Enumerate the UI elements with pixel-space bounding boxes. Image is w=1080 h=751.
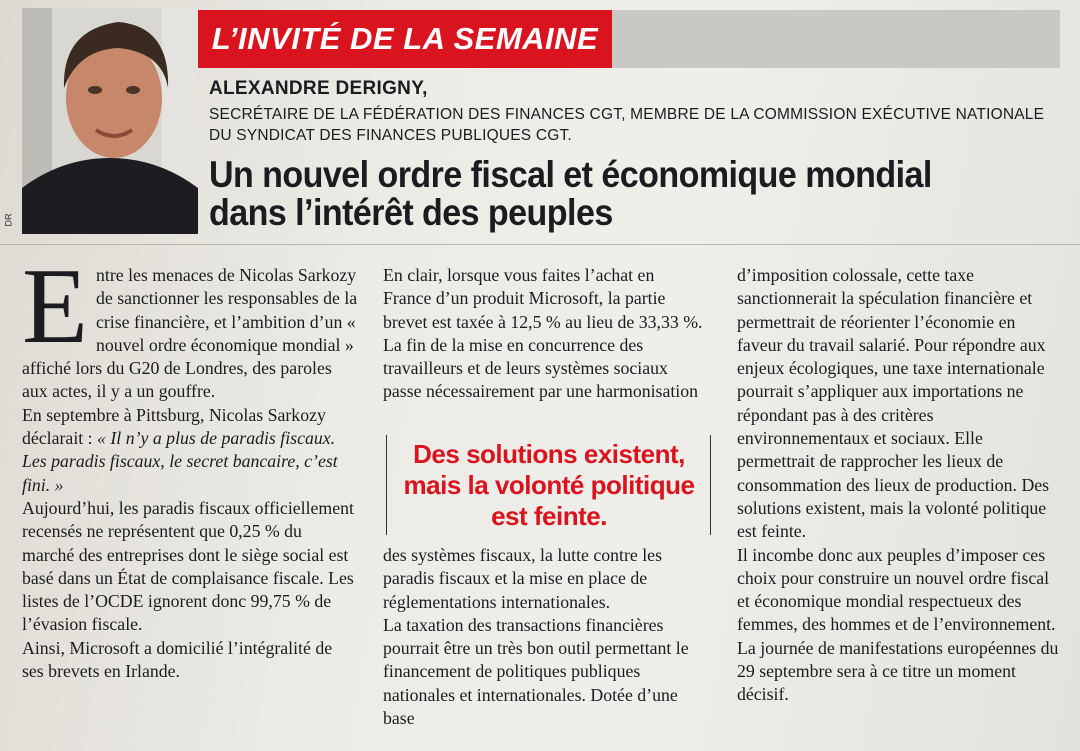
paragraph: ntre les menaces de Nicolas Sarkozy de sanctionner les responsables de la crise financière, et l’ambition d’un « nouvel ordre économique mondial » affiché lors du G20 de Londres, des paroles aux actes, il y a un gouffre. bbox=[22, 265, 358, 402]
paragraph bbox=[22, 404, 358, 497]
photo-credit: DR bbox=[3, 213, 14, 227]
pullquote: Des solutions existent, mais la volonté politique est feinte. bbox=[403, 439, 695, 531]
pullquote-rule-left bbox=[386, 435, 387, 535]
pullquote-rule-right bbox=[710, 435, 711, 535]
headline-line-1: Un nouvel ordre fiscal et économique mondial bbox=[209, 154, 932, 195]
article-column-3 bbox=[737, 264, 1059, 707]
author-role: SECRÉTAIRE DE LA FÉDÉRATION DES FINANCES CGT, MEMBRE DE LA COMMISSION EXÉCUTIVE NATIONALE DU SYNDICAT DES FINANCES PUBLIQUES CGT. bbox=[209, 106, 1045, 144]
article-column-1 bbox=[22, 247, 358, 683]
paragraph: Aujourd’hui, les paradis fiscaux officiellement recensés ne représentent que 0,25 % du marché des entreprises dont le siège social est basé dans un État de complaisance fiscale. Les listes de l’OCDE ignorent donc 99,75 % de l’évasion fiscale. bbox=[22, 497, 354, 635]
section-kicker: L’INVITÉ DE LA SEMAINE bbox=[198, 10, 612, 68]
author-photo bbox=[22, 8, 198, 234]
quotation: « Il n’y a plus de paradis fiscaux. Les paradis fiscaux, le secret bancaire, c’est fini. » bbox=[22, 428, 338, 495]
paragraph: En clair, lorsque vous faites l’achat en France d’un produit Microsoft, la partie brevet est taxée à 12,5 % au lieu de 33,33 %. La fin de la mise en concurrence des travailleurs et de leurs systèmes sociaux passe nécessairement par une harmonisation bbox=[383, 265, 703, 402]
author-name: ALEXANDRE DERIGNY, bbox=[209, 78, 428, 99]
headline-line-2: dans l’intérêt des peuples bbox=[209, 192, 613, 233]
headline bbox=[209, 156, 1000, 232]
pullquote-box bbox=[383, 435, 713, 535]
paragraph: Il incombe donc aux peuples d’imposer ces choix pour construire un nouvel ordre fiscal et économique mondial respectueux des femmes, des hommes et de l’environnement. La journée de manifestations européennes du 29 septembre sera à ce titre un moment décisif. bbox=[737, 544, 1059, 705]
paragraph: Ainsi, Microsoft a domicilié l’intégralité de ses brevets en Irlande. bbox=[22, 637, 333, 682]
article-column-2-continued bbox=[383, 544, 708, 730]
article-column-2 bbox=[383, 264, 703, 404]
paragraph: des systèmes fiscaux, la lutte contre les paradis fiscaux et la mise en place de réglementations internationales. bbox=[383, 545, 662, 612]
divider bbox=[0, 244, 1080, 245]
paragraph: La taxation des transactions financières pourrait être un très bon outil permettant le financement de politiques publiques nationales et internationales. Dotée d’une base bbox=[383, 614, 689, 729]
paragraph-text: En septembre à Pittsburg, Nicolas Sarkozy déclarait : bbox=[22, 404, 326, 449]
paragraph: d’imposition colossale, cette taxe sanctionnerait la spéculation financière et permettrait de réorienter l’économie en faveur du travail salarié. Pour répondre aux enjeux écologiques, une taxe internationale pourrait s’appliquer aux importations ne répondant pas à des critères environnementaux et sociaux. Elle permettrait de rapprocher les lieux de consommation des lieux de production. Des solutions existent, mais la volonté politique est feinte. bbox=[737, 265, 1050, 542]
dropcap: E bbox=[22, 247, 88, 366]
